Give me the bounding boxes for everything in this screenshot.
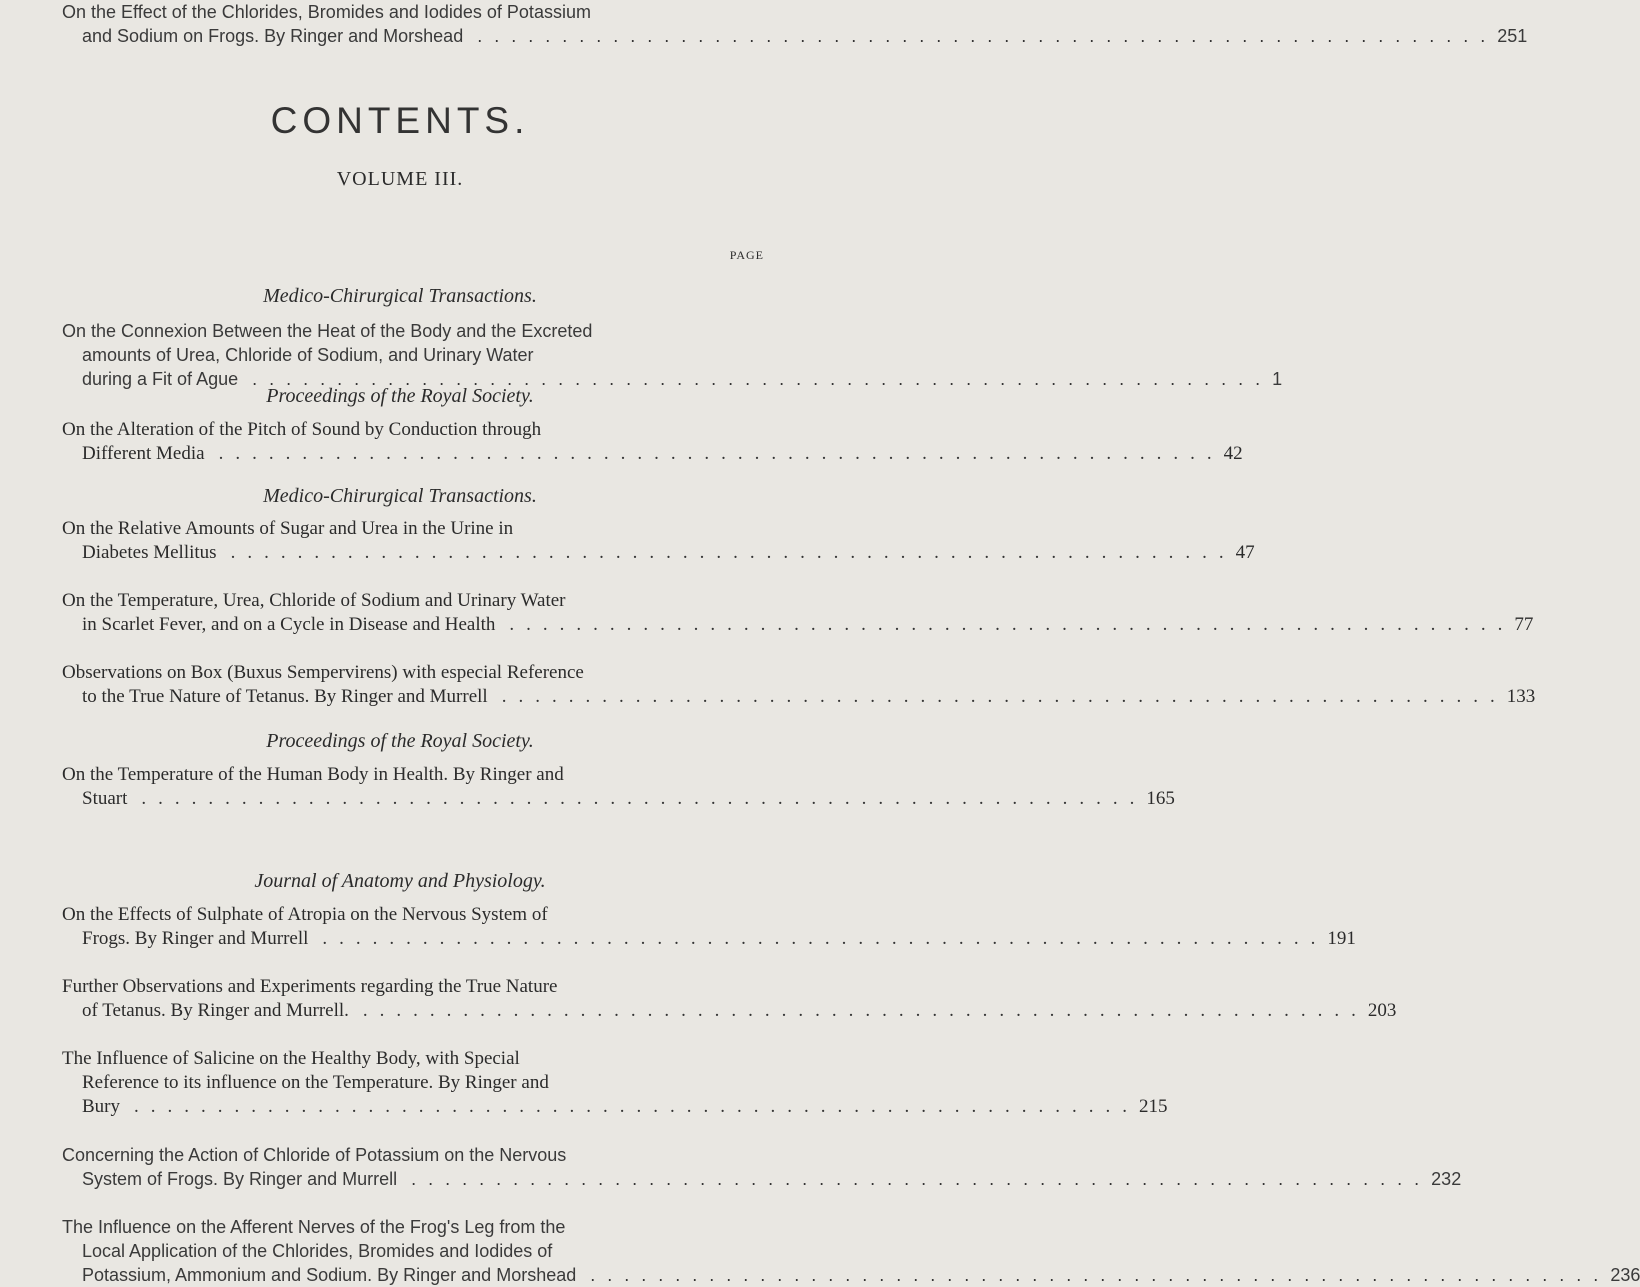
toc-entry[interactable] xyxy=(62,1047,1168,1119)
entry-page-number: 77 xyxy=(1514,614,1534,635)
toc-entry[interactable] xyxy=(62,319,1283,391)
toc-entry[interactable] xyxy=(62,763,1175,811)
dot-leader: ............................................................ xyxy=(590,1265,1611,1285)
entry-title-line: in Scarlet Fever, and on a Cycle in Disease and Health xyxy=(82,614,496,635)
entry-title-line: On the Temperature, Urea, Chloride of Sodium and Urinary Water xyxy=(62,590,566,611)
dot-leader: ............................................................ xyxy=(134,1096,1139,1117)
toc-entry[interactable] xyxy=(62,517,1255,565)
toc-entry[interactable] xyxy=(62,1143,1462,1191)
entry-page-number: 47 xyxy=(1235,542,1255,563)
entry-title-line: Diabetes Mellitus xyxy=(82,542,217,563)
toc-entry[interactable] xyxy=(62,0,1528,48)
entry-title-line: On the Effect of the Chlorides, Bromides and Iodides of Potassium xyxy=(62,2,591,22)
entry-title-line: to the True Nature of Tetanus. By Ringer and Murrell xyxy=(82,686,488,707)
entry-title-line: On the Relative Amounts of Sugar and Urea in the Urine in xyxy=(62,518,514,539)
entry-title-line: Further Observations and Experiments regarding the True Nature xyxy=(62,976,558,997)
toc-entry[interactable] xyxy=(62,903,1356,951)
entry-title-line: Concerning the Action of Chloride of Potassium on the Nervous xyxy=(62,1145,567,1165)
entry-title-line: Bury xyxy=(82,1096,120,1117)
entry-title-line: of Tetanus. By Ringer and Murrell. xyxy=(82,1000,349,1021)
dot-leader: ............................................................ xyxy=(501,686,1507,707)
dot-leader: ............................................................ xyxy=(477,26,1498,46)
toc-entry[interactable] xyxy=(62,418,1243,466)
section-heading: Journal of Anatomy and Physiology. xyxy=(254,870,546,892)
entry-title-line: Observations on Box (Buxus Sempervirens) with especial Reference xyxy=(62,662,584,683)
entry-title-line: The Influence on the Afferent Nerves of the Frog's Leg from the xyxy=(62,1217,566,1237)
toc-entry[interactable] xyxy=(62,589,1534,637)
entry-title-line: On the Temperature of the Human Body in Health. By Ringer and xyxy=(62,764,564,785)
dot-leader: ............................................................ xyxy=(322,928,1328,949)
toc-entry[interactable] xyxy=(62,1215,1640,1287)
entry-title-line: System of Frogs. By Ringer and Murrell xyxy=(82,1169,398,1189)
section-heading: Proceedings of the Royal Society. xyxy=(266,385,534,407)
section-heading: Proceedings of the Royal Society. xyxy=(266,730,534,752)
dot-leader: ............................................................ xyxy=(362,1000,1368,1021)
entry-page-number: 42 xyxy=(1223,443,1243,464)
entry-title-line: On the Alteration of the Pitch of Sound by Conduction through xyxy=(62,419,542,440)
entry-title-line: On the Effects of Sulphate of Atropia on the Nervous System of xyxy=(62,904,548,925)
section-heading: Medico-Chirurgical Transactions. xyxy=(263,285,537,307)
entry-title-line: Local Application of the Chlorides, Bromides and Iodides of xyxy=(82,1241,553,1261)
entry-title-line: Potassium, Ammonium and Sodium. By Ringer and Morshead xyxy=(82,1265,577,1285)
entry-page-number: 236 xyxy=(1610,1265,1640,1285)
volume-heading: VOLUME III. xyxy=(336,168,464,190)
entry-page-number: 133 xyxy=(1506,686,1536,707)
entry-page-number: 203 xyxy=(1367,1000,1397,1021)
dot-leader: ............................................................ xyxy=(230,542,1236,563)
entry-title-line: Different Media xyxy=(82,443,205,464)
entry-page-number: 232 xyxy=(1431,1169,1462,1189)
entry-title-line: Frogs. By Ringer and Murrell xyxy=(82,928,309,949)
entry-page-number: 165 xyxy=(1146,788,1175,809)
entry-title-line: and Sodium on Frogs. By Ringer and Morshead xyxy=(82,26,464,46)
toc-entry[interactable] xyxy=(62,975,1397,1023)
entry-page-number: 215 xyxy=(1139,1096,1168,1117)
dot-leader: ............................................................ xyxy=(252,369,1273,389)
entry-title-line: Reference to its influence on the Temperature. By Ringer and xyxy=(82,1072,549,1093)
entry-page-number: 1 xyxy=(1272,369,1283,389)
dot-leader: ............................................................ xyxy=(141,788,1147,809)
entry-title-line: On the Connexion Between the Heat of the Body and the Excreted xyxy=(62,321,593,341)
entry-title-line: during a Fit of Ague xyxy=(82,369,239,389)
entry-title-line: The Influence of Salicine on the Healthy Body, with Special xyxy=(62,1048,520,1069)
entry-page-number: 251 xyxy=(1497,26,1528,46)
page-title: CONTENTS. xyxy=(270,100,530,141)
section-heading: Medico-Chirurgical Transactions. xyxy=(263,485,537,507)
dot-leader: ............................................................ xyxy=(411,1169,1432,1189)
entry-title-line: amounts of Urea, Chloride of Sodium, and Urinary Water xyxy=(82,345,534,365)
entry-title-line: Stuart xyxy=(82,788,128,809)
entry-page-number: 191 xyxy=(1327,928,1356,949)
page-column-label: PAGE xyxy=(729,248,764,262)
dot-leader: ............................................................ xyxy=(509,614,1515,635)
dot-leader: ............................................................ xyxy=(218,443,1224,464)
toc-entry[interactable] xyxy=(62,661,1536,709)
